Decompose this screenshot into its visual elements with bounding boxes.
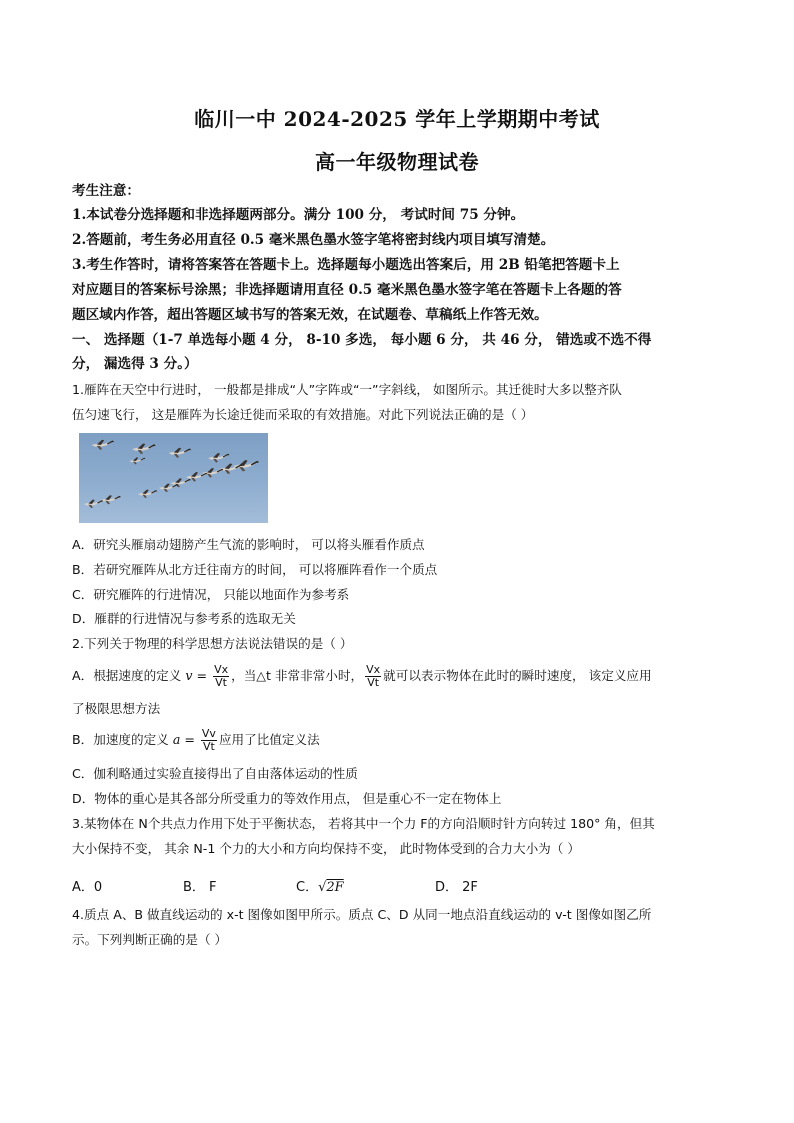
sqrt-icon: √ bbox=[318, 880, 327, 895]
q1-stem-cont: 伍匀速飞行， 这是雁阵为长途迁徙而采取的有效措施。对此下列说法正确的是（ ） bbox=[72, 407, 534, 422]
q3-option-a: A．0 bbox=[72, 880, 103, 895]
q2-option-d: D．物体的重心是其各部分所受重力的等效作用点， 但是重心不一定在物体上 bbox=[72, 791, 502, 806]
q1-option-b: B．若研究雁阵从北方迁往南方的时间， 可以将雁阵看作一个质点 bbox=[72, 562, 438, 577]
q2-option-c: C．伽利略通过实验直接得出了自由落体运动的性质 bbox=[72, 766, 358, 781]
notice-item-1: 1.本试卷分选择题和非选择题两部分。满分 100 分， 考试时间 75 分钟。 bbox=[72, 207, 525, 223]
geese-formation-photo bbox=[79, 433, 268, 523]
notice-heading: 考生注意： bbox=[72, 183, 140, 199]
q1-option-a: A．研究头雁扇动翅膀产生气流的影响时， 可以将头雁看作质点 bbox=[72, 537, 425, 552]
acceleration-fraction bbox=[201, 728, 217, 753]
q2-option-a-cont: 了极限思想方法 bbox=[72, 701, 161, 716]
velocity-fraction bbox=[213, 664, 229, 689]
notice-item-3: 3.考生作答时，请将答案答在答题卡上。选择题每小题选出答案后，用 2B 铅笔把答题卡上 bbox=[72, 257, 620, 273]
fraction-denominator: Vt bbox=[215, 676, 227, 689]
q3-option-c bbox=[296, 876, 344, 895]
q3-option-b: B． F bbox=[183, 880, 217, 895]
q2-b-eq: = bbox=[180, 732, 199, 747]
q4-stem-cont: 示。下列判断正确的是（ ） bbox=[72, 932, 228, 947]
q2-option-b bbox=[72, 724, 732, 756]
q3-c-prefix: C． bbox=[296, 880, 319, 895]
q1-stem: 1.雁阵在天空中行进时， 一般都是排成“人”字阵或“一”字斜线， 如图所示。其迁徙时大多以整齐队 bbox=[72, 382, 622, 397]
q2-b-prefix: B．加速度的定义 bbox=[72, 732, 173, 747]
section-heading: 一、 选择题（1-7 单选每小题 4 分， 8-10 多选， 每小题 6 分， 共 46 分， 错选或不选不得 bbox=[72, 332, 652, 348]
q4-stem: 4.质点 A、B 做直线运动的 x-t 图像如图甲所示。质点 C、D 从同一地点沿直线运动的 v-t 图像如图乙所 bbox=[72, 907, 652, 922]
notice-item-3-cont: 对应题目的答案标号涂黑；非选择题请用直径 0.5 毫米黑色墨水签字笔在答题卡上各题的答 bbox=[72, 282, 622, 298]
q2-a-prefix: A．根据速度的定义 bbox=[72, 668, 186, 683]
fraction-denominator: Vt bbox=[202, 740, 215, 753]
exam-title: 临川一中 2024-2025 学年上学期期中考试 bbox=[194, 107, 600, 131]
q1-option-c: C．研究雁阵的行进情况， 只能以地面作为参考系 bbox=[72, 587, 350, 602]
fraction-denominator: Vt bbox=[367, 676, 380, 689]
q3-stem-cont: 大小保持不变， 其余 N-1 个力的大小和方向均保持不变， 此时物体受到的合力大小为（ ） bbox=[72, 841, 580, 856]
notice-item-3-end: 题区域内作答，超出答题区域书写的答案无效，在试题卷、草稿纸上作答无效。 bbox=[72, 307, 548, 323]
q1-option-d: D．雁群的行进情况与参考系的选取无关 bbox=[72, 611, 296, 626]
q2-a-tail: 就可以表示物体在此时的瞬时速度， 该定义应用 bbox=[383, 668, 652, 683]
notice-item-2: 2.答题前，考生务必用直径 0.5 毫米黑色墨水签字笔将密封线内项目填写清楚。 bbox=[72, 232, 555, 248]
section-heading-cont: 分， 漏选得 3 分。） bbox=[72, 356, 198, 372]
q2-b-tail: 应用了比值定义法 bbox=[218, 732, 320, 747]
exam-subtitle: 高一年级物理试卷 bbox=[315, 150, 479, 174]
q3-c-body: 2F bbox=[326, 880, 344, 895]
fraction-numerator: Vv bbox=[201, 727, 216, 740]
q3-stem: 3.某物体在 N个共点力作用下处于平衡状态， 若将其中一个力 F的方向沿顺时针方向转过 180° 角，但其 bbox=[72, 816, 655, 831]
geese-formation-icon bbox=[79, 433, 268, 523]
q2-a-mid: ，当△t 非常非常小时， bbox=[231, 668, 364, 683]
velocity-fraction-repeat bbox=[365, 664, 381, 689]
q2-a-eq: = bbox=[192, 668, 212, 683]
fraction-numerator: Vx bbox=[366, 663, 381, 676]
q2-stem: 2.下列关于物理的科学思想方法说法错误的是（ ） bbox=[72, 636, 353, 651]
q2-option-a bbox=[72, 660, 732, 692]
fraction-numerator: Vx bbox=[214, 663, 229, 676]
q2-b-var: a bbox=[172, 732, 181, 747]
q3-option-d: D． 2F bbox=[435, 880, 478, 895]
q2-a-var: v bbox=[185, 668, 193, 683]
